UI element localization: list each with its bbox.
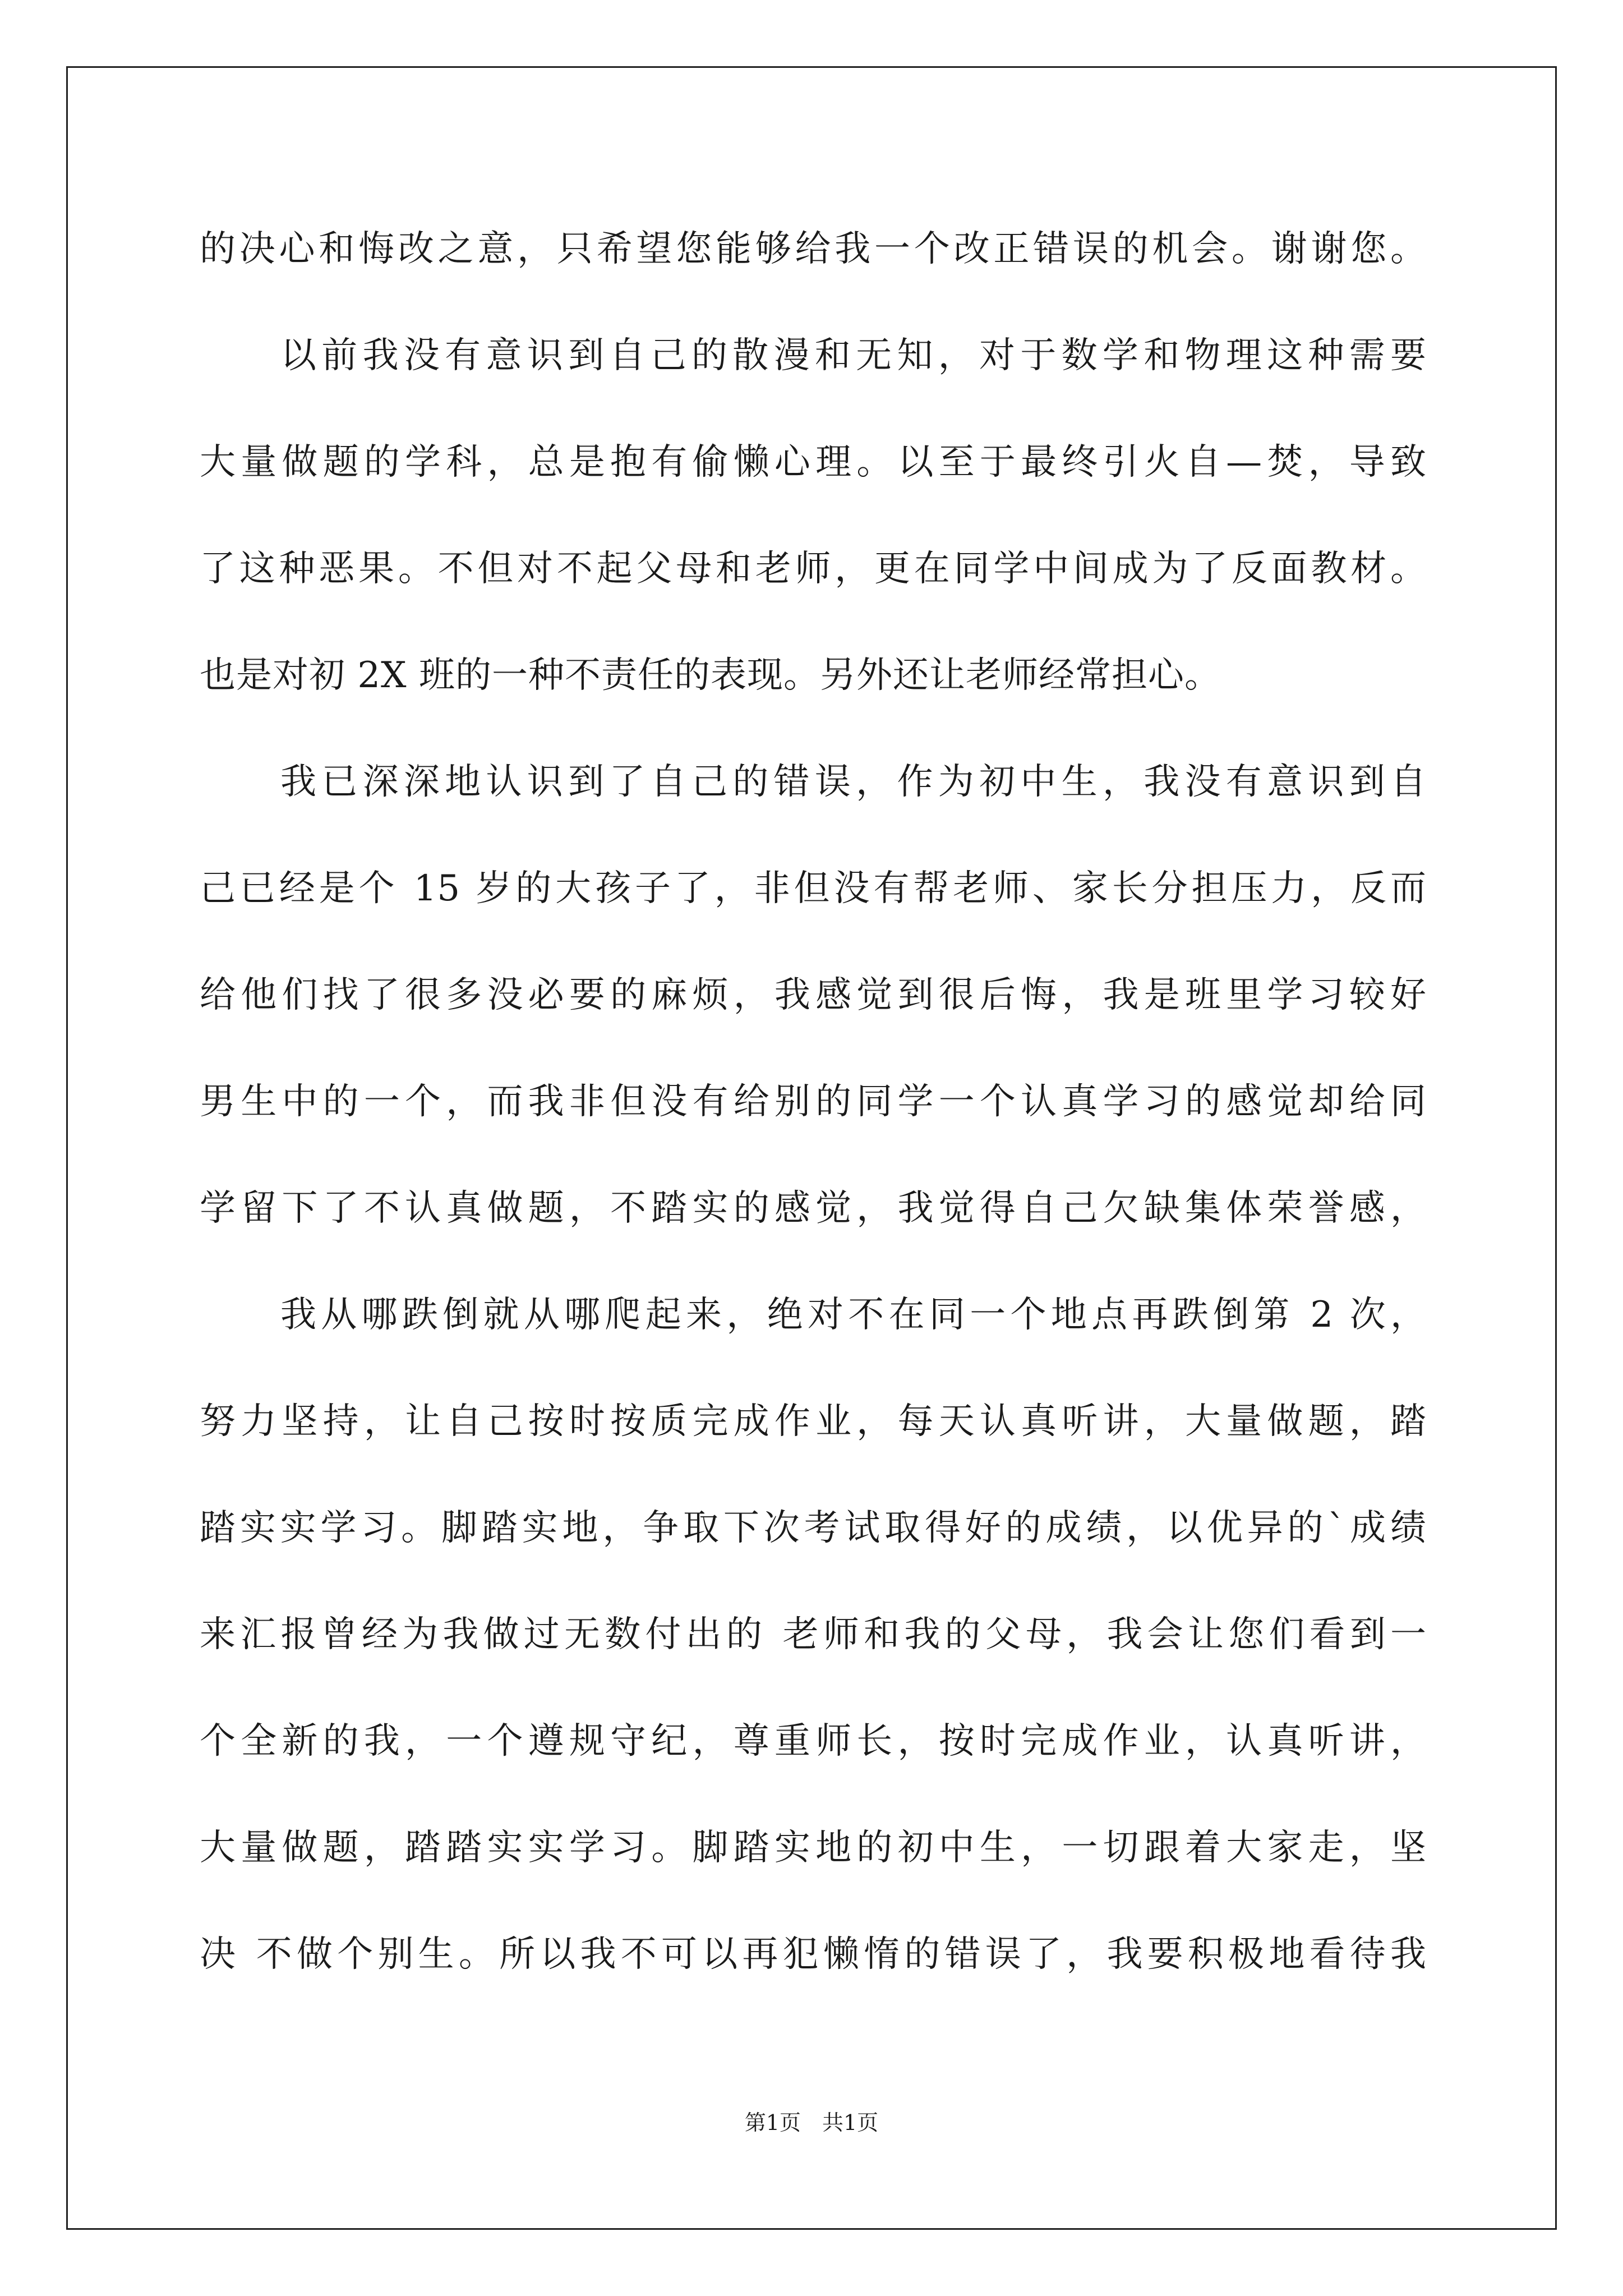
body-line-15: 个全新的我，一个遵规守纪，尊重师长，按时完成作业，认真听讲， bbox=[200, 1720, 1427, 1762]
page-border bbox=[66, 66, 1557, 2230]
body-line-3: 大量做题的学科，总是抱有偷懒心理。以至于最终引火自—焚，导致 bbox=[200, 441, 1427, 483]
body-line-7: 己已经是个 15 岁的大孩子了，非但没有帮老师、家长分担压力，反而 bbox=[200, 868, 1427, 909]
body-line-16: 大量做题，踏踏实实学习。脚踏实地的初中生，一切跟着大家走，坚 bbox=[200, 1827, 1427, 1869]
body-line-17: 决 不做个别生。所以我不可以再犯懒惰的错误了，我要积极地看待我 bbox=[200, 1934, 1427, 1975]
body-line-13: 踏实实学习。脚踏实地，争取下次考试取得好的成绩，以优异的`成绩 bbox=[200, 1507, 1427, 1549]
body-line-4: 了这种恶果。不但对不起父母和老师，更在同学中间成为了反面教材。 bbox=[200, 548, 1427, 590]
body-line-11: 我从哪跌倒就从哪爬起来，绝对不在同一个地点再跌倒第 2 次， bbox=[280, 1294, 1427, 1336]
body-line-9: 男生中的一个，而我非但没有给别的同学一个认真学习的感觉却给同 bbox=[200, 1081, 1427, 1122]
body-line-6: 我已深深地认识到了自己的错误，作为初中生，我没有意识到自 bbox=[280, 761, 1427, 803]
page-number-footer: 第1页 共1页 bbox=[744, 2110, 879, 2135]
body-line-1: 的决心和悔改之意，只希望您能够给我一个改正错误的机会。谢谢您。 bbox=[200, 228, 1427, 270]
body-line-2: 以前我没有意识到自己的散漫和无知，对于数学和物理这种需要 bbox=[280, 335, 1427, 376]
body-line-10: 学留下了不认真做题，不踏实的感觉，我觉得自己欠缺集体荣誉感， bbox=[200, 1188, 1427, 1229]
body-line-14: 来汇报曾经为我做过无数付出的 老师和我的父母，我会让您们看到一 bbox=[200, 1614, 1427, 1655]
body-line-8: 给他们找了很多没必要的麻烦，我感觉到很后悔，我是班里学习较好 bbox=[200, 974, 1427, 1016]
body-line-5: 也是对初 2X 班的一种不责任的表现。另外还让老师经常担心。 bbox=[200, 655, 1221, 696]
body-line-12: 努力坚持，让自己按时按质完成作业，每天认真听讲，大量做题，踏 bbox=[200, 1401, 1427, 1442]
